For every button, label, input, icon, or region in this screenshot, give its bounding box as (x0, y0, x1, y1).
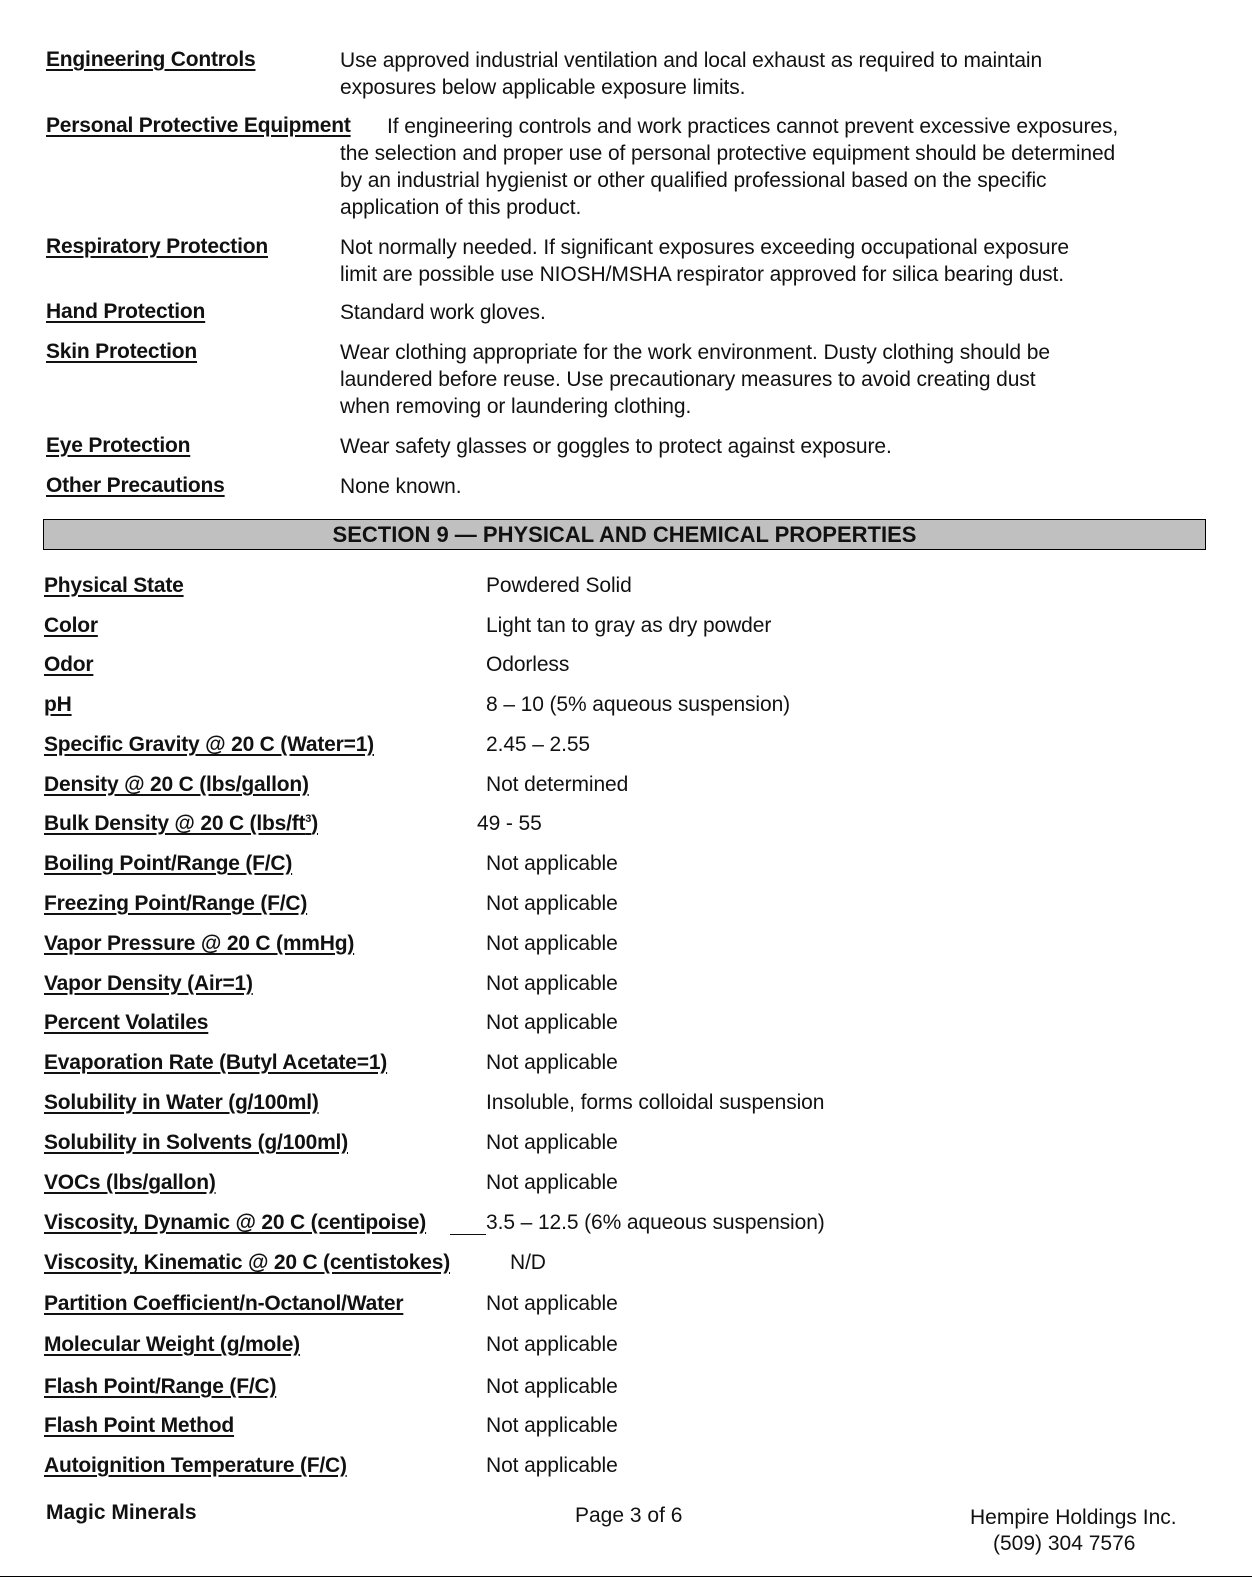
ppe-line: by an industrial hygienist or other qualified professional based on the specific (340, 169, 1047, 192)
property-label: Flash Point Method (44, 1414, 235, 1437)
section-9-header (43, 519, 1206, 550)
property-label: Flash Point/Range (F/C) (44, 1375, 277, 1398)
property-label: Vapor Density (Air=1) (44, 972, 253, 995)
property-value: Insoluble, forms colloidal suspension (486, 1091, 825, 1114)
ppe-line-1: If engineering controls and work practices cannot prevent excessive exposures, (387, 115, 1119, 138)
property-value: Not applicable (486, 1414, 618, 1437)
property-value: Light tan to gray as dry powder (486, 614, 772, 637)
property-value: 8 – 10 (5% aqueous suspension) (486, 693, 791, 716)
engineering-controls-label: Engineering Controls (46, 48, 256, 71)
property-value: Odorless (486, 653, 570, 676)
ppe-text-continued (340, 140, 1115, 221)
property-label: Solubility in Water (g/100ml) (44, 1091, 319, 1114)
footer-company: Hempire Holdings Inc. (970, 1506, 1177, 1529)
property-label-main: Bulk Density @ 20 C (lbs/ft (44, 812, 306, 835)
property-label: Density @ 20 C (lbs/gallon) (44, 773, 309, 796)
property-label (44, 812, 318, 836)
property-label: Viscosity, Dynamic @ 20 C (centipoise) (44, 1211, 427, 1234)
engineering-controls-text (340, 47, 1042, 101)
property-label: Vapor Pressure @ 20 C (mmHg) (44, 932, 355, 955)
property-value: Not applicable (486, 892, 618, 915)
skin-protection-text (340, 339, 1050, 420)
property-label: Color (44, 614, 98, 637)
property-value: Not applicable (486, 932, 618, 955)
property-value: Not determined (486, 773, 629, 796)
property-label: Evaporation Rate (Butyl Acetate=1) (44, 1051, 388, 1074)
property-value: Not applicable (486, 1375, 618, 1398)
property-label: Viscosity, Kinematic @ 20 C (centistokes) (44, 1251, 450, 1274)
footer-page-number: Page 3 of 6 (575, 1504, 683, 1527)
ppe-line: the selection and proper use of personal protective equipment should be determined (340, 142, 1116, 165)
property-value: 2.45 – 2.55 (486, 733, 590, 756)
ppe-label: Personal Protective Equipment (46, 114, 351, 137)
footer-product-name: Magic Minerals (46, 1501, 197, 1524)
skin-line: Wear clothing appropriate for the work environment. Dusty clothing should be (340, 341, 1050, 364)
property-label: Molecular Weight (g/mole) (44, 1333, 300, 1356)
property-label: Boiling Point/Range (F/C) (44, 852, 293, 875)
hand-protection-label: Hand Protection (46, 300, 206, 323)
property-label-end: ) (311, 812, 319, 835)
footer-phone: (509) 304 7576 (993, 1532, 1136, 1555)
underline-extension (450, 1234, 486, 1235)
property-label: Specific Gravity @ 20 C (Water=1) (44, 733, 374, 756)
property-label: Solubility in Solvents (g/100ml) (44, 1131, 348, 1154)
section-9-title: SECTION 9 — PHYSICAL AND CHEMICAL PROPERTIES (332, 521, 917, 547)
property-value: Not applicable (486, 972, 618, 995)
property-label: pH (44, 693, 72, 716)
other-precautions-label: Other Precautions (46, 474, 225, 497)
property-label: VOCs (lbs/gallon) (44, 1171, 216, 1194)
property-value: Powdered Solid (486, 574, 632, 597)
ppe-line: application of this product. (340, 196, 582, 219)
property-label: Odor (44, 653, 94, 676)
respiratory-line: limit are possible use NIOSH/MSHA respirator approved for silica bearing dust. (340, 263, 1065, 286)
respiratory-protection-label: Respiratory Protection (46, 235, 268, 258)
eye-protection-text: Wear safety glasses or goggles to protect against exposure. (340, 435, 892, 458)
property-label: Percent Volatiles (44, 1011, 209, 1034)
respiratory-line: Not normally needed. If significant exposures exceeding occupational exposure (340, 236, 1069, 259)
property-value: Not applicable (486, 1292, 618, 1315)
skin-line: laundered before reuse. Use precautionary measures to avoid creating dust (340, 368, 1036, 391)
respiratory-protection-text (340, 234, 1069, 288)
skin-protection-label: Skin Protection (46, 340, 198, 363)
skin-line: when removing or laundering clothing. (340, 395, 692, 418)
property-label: Partition Coefficient/n-Octanol/Water (44, 1292, 404, 1315)
property-value: Not applicable (486, 1051, 618, 1074)
property-value: Not applicable (486, 1333, 618, 1356)
property-label: Autoignition Temperature (F/C) (44, 1454, 347, 1477)
property-value: Not applicable (486, 1011, 618, 1034)
engineering-controls-line: exposures below applicable exposure limits. (340, 76, 746, 99)
eye-protection-label: Eye Protection (46, 434, 191, 457)
property-label: Physical State (44, 574, 184, 597)
property-value: N/D (510, 1251, 546, 1274)
engineering-controls-line: Use approved industrial ventilation and local exhaust as required to maintain (340, 49, 1043, 72)
hand-protection-text: Standard work gloves. (340, 301, 546, 324)
property-value: 3.5 – 12.5 (6% aqueous suspension) (486, 1211, 825, 1234)
property-value: Not applicable (486, 1131, 618, 1154)
page-bottom-rule (0, 1576, 1252, 1577)
property-label-superscript: 3 (305, 813, 312, 825)
property-value: Not applicable (486, 1454, 618, 1477)
other-precautions-text: None known. (340, 475, 462, 498)
property-value: Not applicable (486, 1171, 618, 1194)
property-label: Freezing Point/Range (F/C) (44, 892, 308, 915)
property-value: 49 - 55 (477, 812, 542, 835)
property-value: Not applicable (486, 852, 618, 875)
